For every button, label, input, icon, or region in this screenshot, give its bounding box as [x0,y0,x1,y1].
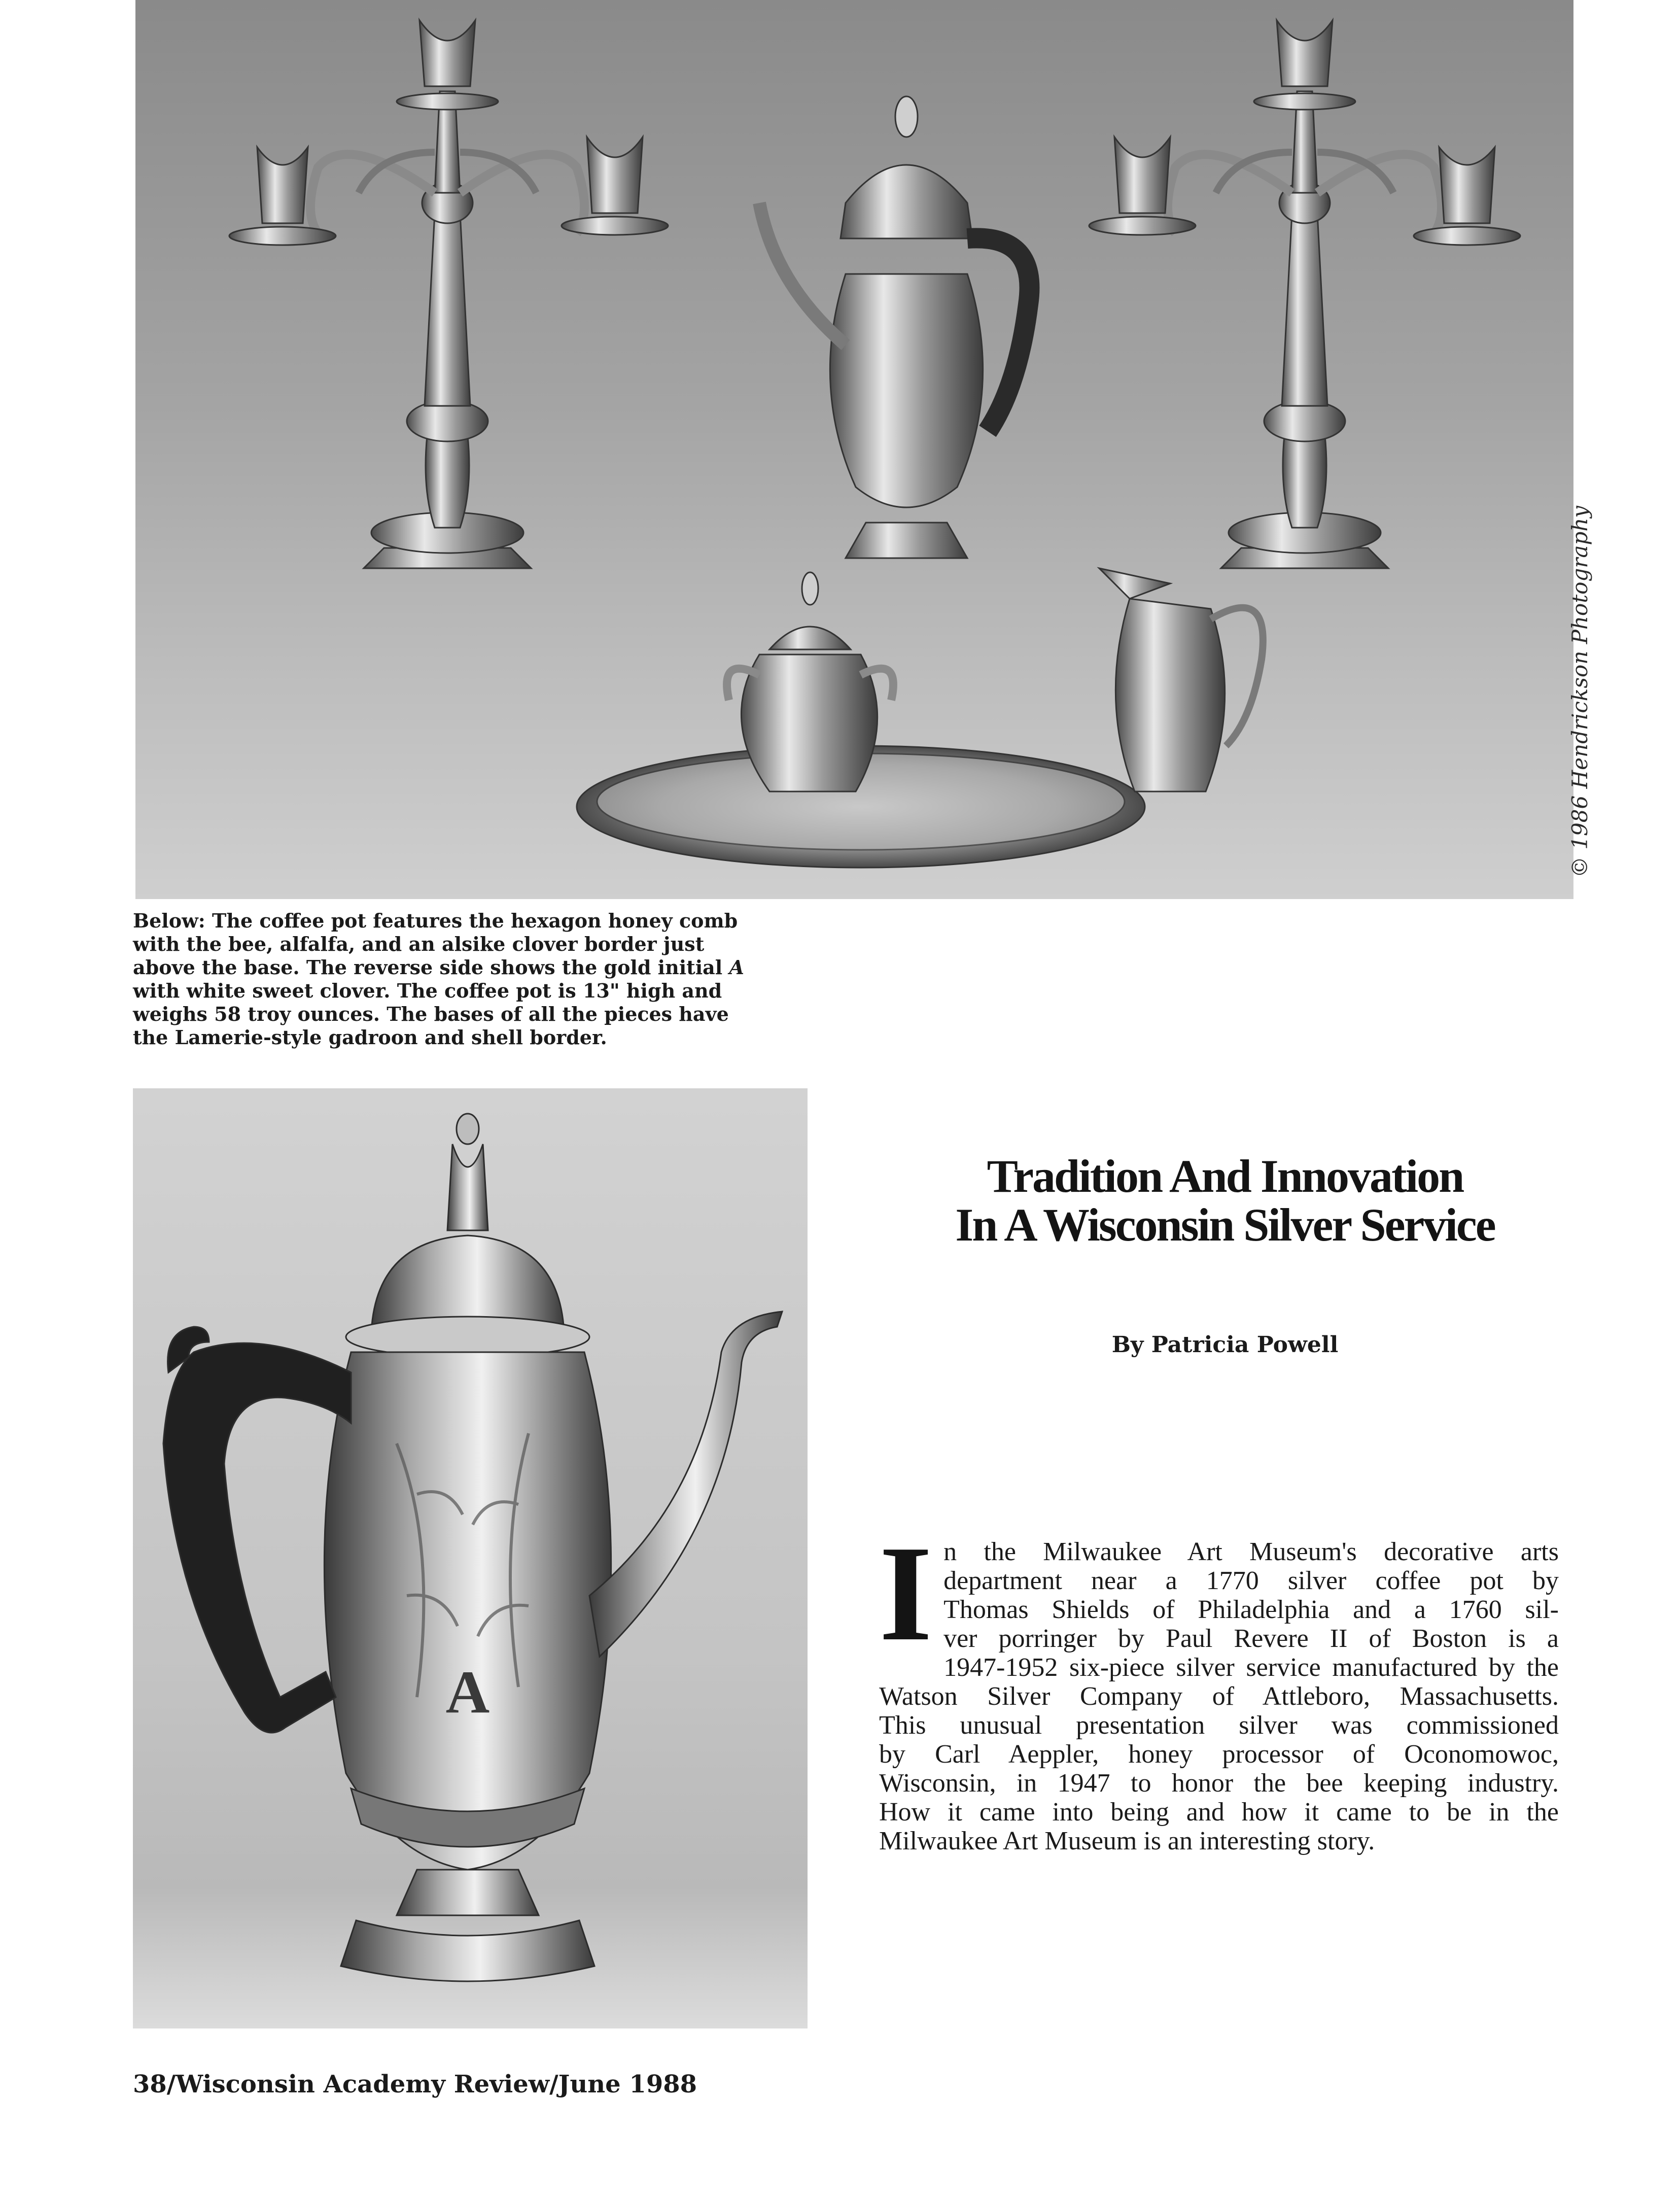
article-headline [832,1152,1618,1249]
caption-text: above the base. The reverse side shows the gold initial [133,956,723,979]
body-line: ver porringer by Paul Revere II of Boston is a [943,1624,1559,1653]
initial-monogram: A [445,1658,490,1726]
body-line: Milwaukee Art Museum is an interesting story. [879,1827,1375,1855]
body-line: Watson Silver Company of Attleboro, Massachusetts. [879,1682,1559,1711]
headline-line: Tradition And Innovation [987,1150,1463,1202]
drop-cap: I [879,1518,933,1669]
caption-line [133,956,808,979]
photo-credit: © 1986 Hendrickson Photography [1567,505,1592,878]
headline-line: In A Wisconsin Silver Service [955,1199,1495,1251]
silver-service-illustration [135,0,1573,899]
body-line: n the Milwaukee Art Museum's decorative arts [943,1537,1559,1566]
body-line: This unusual presentation silver was commissioned [879,1711,1559,1740]
caption-initial: A [729,956,744,979]
body-line: Wisconsin, in 1947 to honor the bee keeping industry. [879,1769,1559,1798]
byline: By Patricia Powell [1111,1332,1339,1358]
coffee-pot-small [759,96,1030,558]
body-line: by Carl Aeppler, honey processor of Oconomowoc, [879,1740,1559,1769]
body-line: Thomas Shields of Philadelphia and a 1760 sil- [943,1595,1559,1624]
page-folio: 38/Wisconsin Academy Review/June 1988 [133,2070,697,2098]
caption-line: weighs 58 troy ounces. The bases of all the pieces have [133,1003,729,1025]
coffee-pot-illustration [133,1088,808,2028]
right-candelabrum [1089,20,1520,568]
caption-line: with white sweet clover. The coffee pot is 13" high and [133,979,722,1002]
caption-line: Below: The coffee pot features the hexagon honey comb [133,909,738,932]
body-line: 1947-1952 six-piece silver service manufactured by the [943,1653,1559,1682]
caption-line: with the bee, alfalfa, and an alsike clover border just [133,933,705,955]
body-line: department near a 1770 silver coffee pot by [943,1566,1559,1595]
photo-caption [133,909,808,1049]
article-body [879,1518,1559,1855]
caption-line: the Lamerie-style gadroon and shell border. [133,1026,607,1049]
tray-set [577,568,1263,868]
coffee-pot-photo [133,1088,808,2028]
silver-service-photo [135,0,1573,899]
left-candelabrum [229,20,668,568]
body-line: How it came into being and how it came to be in the [879,1798,1559,1827]
